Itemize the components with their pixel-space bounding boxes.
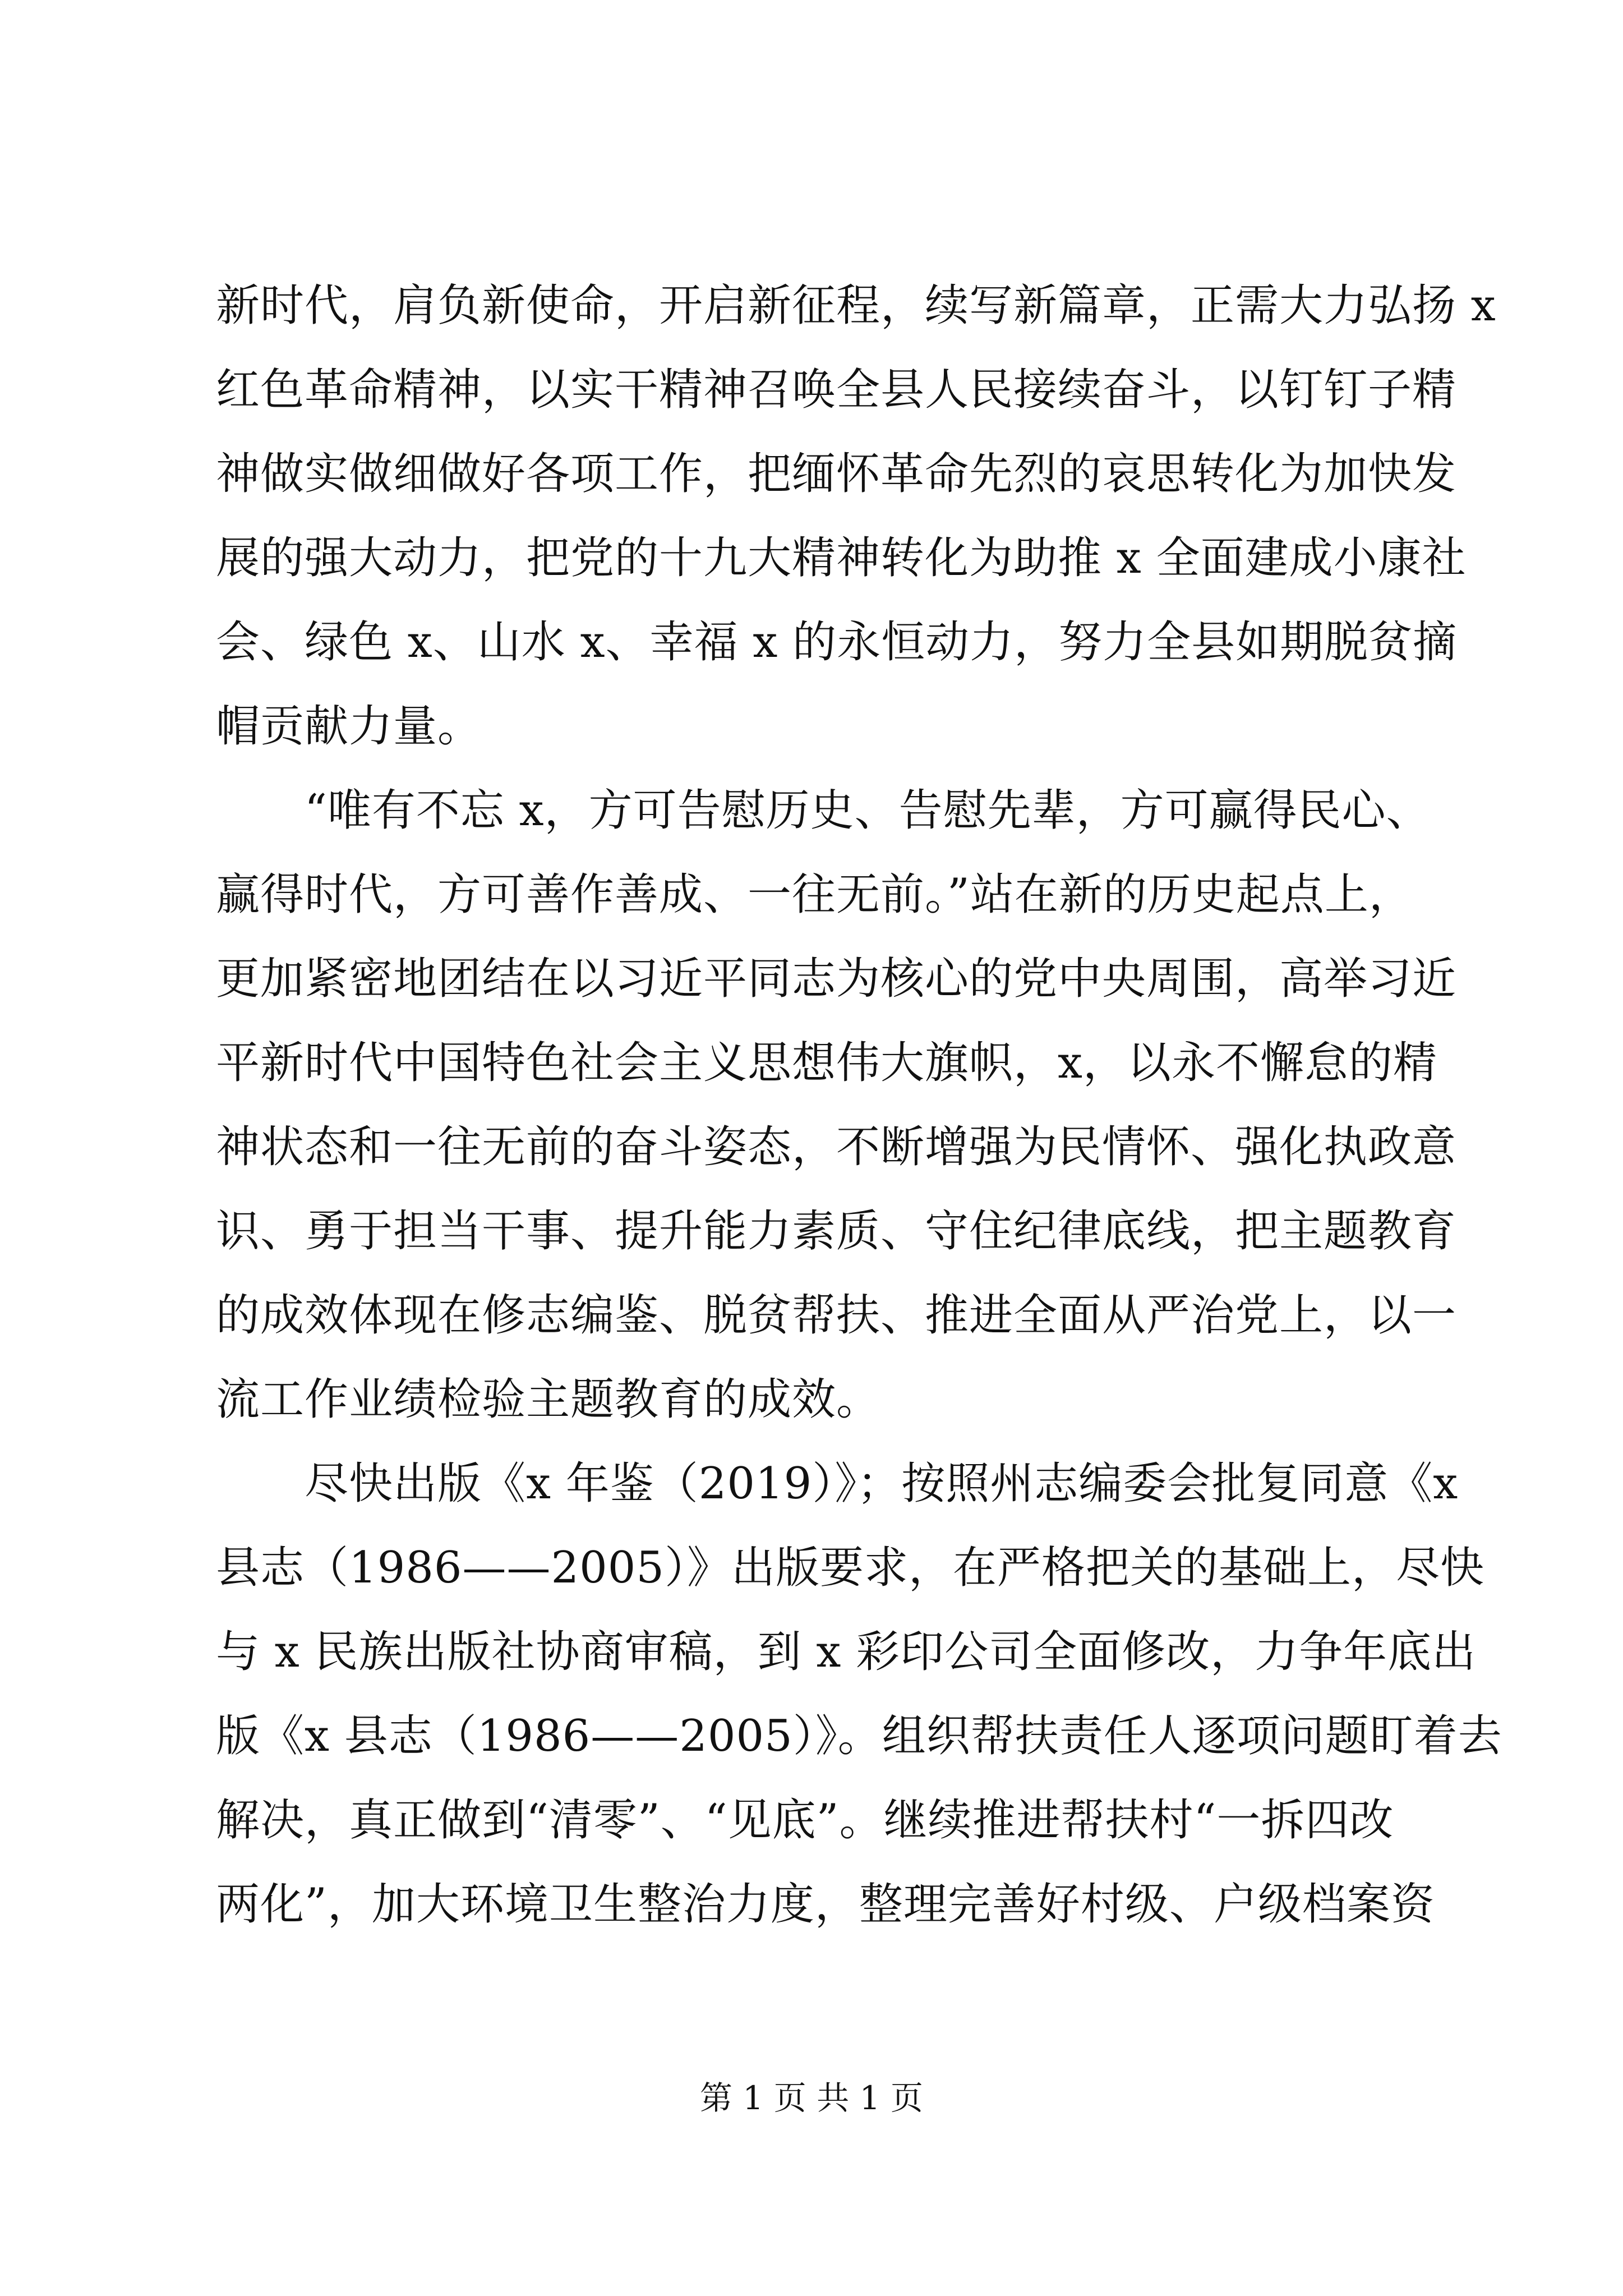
page-footer bbox=[0, 2076, 1623, 2120]
text-line: 平新时代中国特色社会主义思想伟大旗帜，x，以永不懈怠的精 bbox=[216, 1038, 1437, 1088]
text-line: 流工作业绩检验主题教育的成效。 bbox=[216, 1374, 881, 1425]
text-line: 解决，真正做到“清零”、“见底”。继续推进帮扶村“一拆四改 bbox=[216, 1795, 1394, 1846]
text-line: 与 x 民族出版社协商审稿，到 x 彩印公司全面修改，力争年底出 bbox=[216, 1627, 1477, 1677]
text-line: 版《x 县志（1986——2005）》。组织帮扶责任人逐项问题盯着去 bbox=[216, 1711, 1502, 1761]
text-line: 尽快出版《x 年鉴（2019）》；按照州志编委会批复同意《x bbox=[216, 1458, 1459, 1509]
page-number-label: 第 1 页 共 1 页 bbox=[700, 2079, 923, 2117]
text-line: 会、绿色 x、山水 x、幸福 x 的永恒动力，努力全县如期脱贫摘 bbox=[216, 617, 1458, 668]
text-line: 展的强大动力，把党的十九大精神转化为助推 x 全面建成小康社 bbox=[216, 533, 1467, 583]
text-line: 识、勇于担当干事、提升能力素质、守住纪律底线，把主题教育 bbox=[216, 1206, 1457, 1257]
body-text bbox=[216, 264, 1502, 1947]
text-line: 帽贡献力量。 bbox=[216, 701, 482, 752]
text-line: 红色革命精神，以实干精神召唤全县人民接续奋斗，以钉钉子精 bbox=[216, 365, 1457, 415]
text-line: 的成效体现在修志编鉴、脱贫帮扶、推进全面从严治党上，以一 bbox=[216, 1290, 1457, 1341]
text-line: 更加紧密地团结在以习近平同志为核心的党中央周围，高举习近 bbox=[216, 954, 1457, 1004]
text-line: 赢得时代，方可善作善成、一往无前。”站在新的历史起点上， bbox=[216, 869, 1413, 920]
text-line: 新时代，肩负新使命，开启新征程，续写新篇章，正需大力弘扬 x bbox=[216, 280, 1496, 331]
text-line: “唯有不忘 x，方可告慰历史、告慰先辈，方可赢得民心、 bbox=[216, 785, 1431, 836]
text-line: 神做实做细做好各项工作，把缅怀革命先烈的哀思转化为加快发 bbox=[216, 449, 1457, 499]
text-line: 两化”，加大环境卫生整治力度，整理完善好村级、户级档案资 bbox=[216, 1879, 1435, 1930]
text-line: 神状态和一往无前的奋斗姿态，不断增强为民情怀、强化执政意 bbox=[216, 1122, 1457, 1172]
text-line: 县志（1986——2005）》出版要求，在严格把关的基础上，尽快 bbox=[216, 1543, 1485, 1593]
